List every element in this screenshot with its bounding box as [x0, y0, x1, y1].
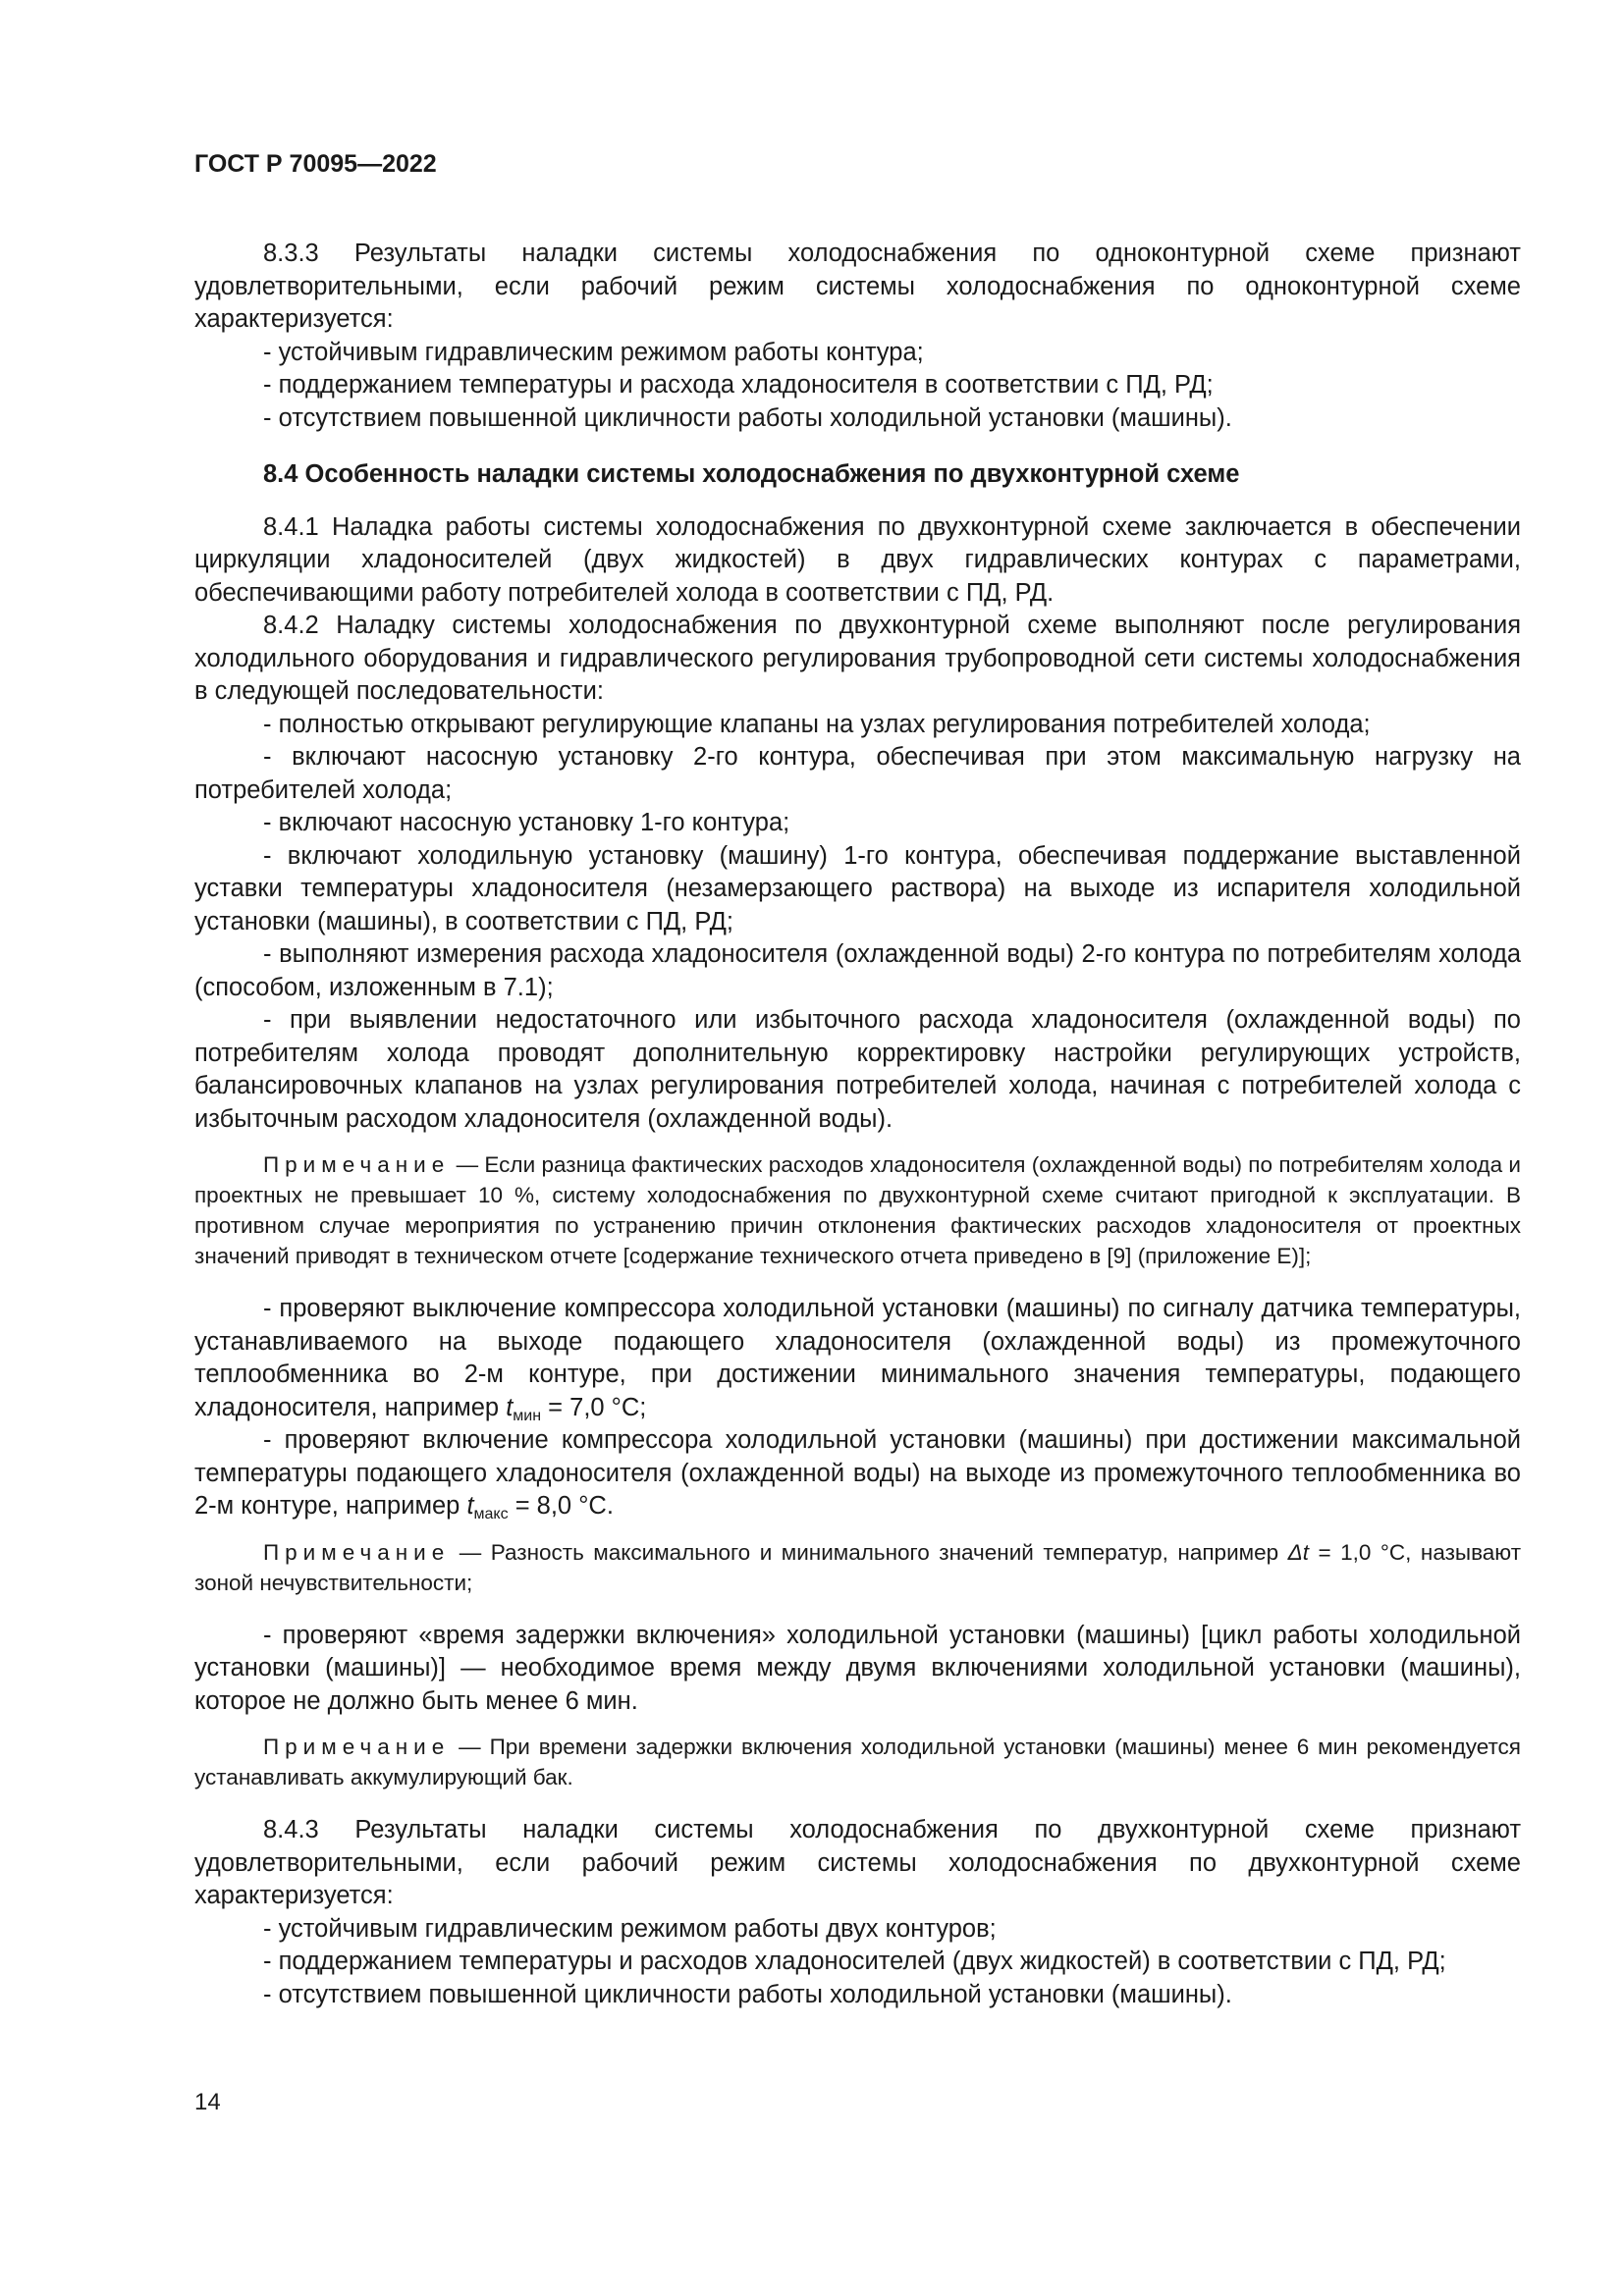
list-item-text: - проверяют выключение компрессора холодильной установки (машины) по сигналу датчика температуры, устанавливаемого на выходе подающего хладоносителя (охлажденной воды) из промежуточного теплообменника во 2-м контуре, при достижении минимального значения температуры, подающего хладоносителя, например [194, 1295, 1521, 1421]
note-text: — При времени задержки включения холодильной установки (машины) менее 6 мин рекомендуется устанавливать аккумулирующий бак. [194, 1735, 1521, 1789]
symbol-delta-t: Δt [1287, 1539, 1309, 1565]
list-item: - устойчивым гидравлическим режимом работы контура; [263, 338, 924, 366]
subscript-max: макс [473, 1506, 509, 1522]
note-text: = 1,0 °С, называют зоной нечувствительности; [194, 1539, 1521, 1595]
paragraph-8-4-2: 8.4.2 Наладку системы холодоснабжения по двухконтурной схеме выполняют после регулирования холодильного оборудования и гидравлического регулирования трубопроводной сети системы холодоснабжения в следующей последовательности: [194, 612, 1521, 705]
list-item: - поддержанием температуры и расходов хладоносителей (двух жидкостей) в соответствии с ПД, РД; [263, 1948, 1446, 1975]
list-item-text: = 8,0 °С. [508, 1492, 614, 1520]
note-text: — Разность максимального и минимального значений температур, например [450, 1539, 1288, 1565]
note-label: Примечание [263, 1539, 451, 1565]
subscript-min: мин [513, 1407, 542, 1424]
document-header: ГОСТ Р 70095—2022 [194, 150, 437, 178]
symbol-t: t [506, 1393, 514, 1421]
list-item: - при выявлении недостаточного или избыточного расхода хладоносителя (охлажденной воды) по потребителям холода проводят дополнительную корректировку настройки регулирующих устройств, балансировочных клапанов на узлах регулирования потребителей холода, начиная с потребителей холода с избыточным расходом хладоносителя (охлажденной воды). [194, 1006, 1521, 1133]
list-item: - включают насосную установку 2-го контура, обеспечивая при этом максимальную нагрузку на потребителей холода; [194, 743, 1521, 804]
page-number: 14 [194, 2089, 221, 2115]
list-item: - полностью открывают регулирующие клапаны на узлах регулирования потребителей холода; [263, 710, 1371, 738]
list-item: - отсутствием повышенной цикличности работы холодильной установки (машины). [263, 1980, 1232, 2008]
note-3 [194, 1732, 1521, 1792]
note-label: Примечание [263, 1152, 451, 1177]
list-item-text: - проверяют включение компрессора холодильной установки (машины) при достижении максимальной температуры подающего хладоносителя (охлажденной воды) на выходе из промежуточного теплообменника во 2-м контуре, например [194, 1426, 1521, 1520]
section-heading-8-4: 8.4 Особенность наладки системы холодоснабжения по двухконтурной схеме [263, 460, 1240, 488]
list-item: - поддержанием температуры и расхода хладоносителя в соответствии с ПД, РД; [263, 371, 1214, 399]
list-item: - выполняют измерения расхода хладоносителя (охлажденной воды) 2-го контура по потребителям холода (способом, изложенным в 7.1); [194, 940, 1521, 1001]
note-2 [194, 1537, 1521, 1598]
note-1 [194, 1149, 1521, 1271]
paragraph-8-4-1: 8.4.1 Наладка работы системы холодоснабжения по двухконтурной схеме заключается в обеспечении циркуляции хладоносителей (двух жидкостей) в двух гидравлических контурах с параметрами, обеспечивающими работу потребителей холода в соответствии с ПД, РД. [194, 512, 1521, 607]
list-item: - отсутствием повышенной цикличности работы холодильной установки (машины). [263, 403, 1232, 432]
list-item-text: = 7,0 °С; [541, 1393, 647, 1421]
note-text: — Если разница фактических расходов хладоносителя (охлажденной воды) по потребителям холода и проектных не превышает 10 %, систему холодоснабжения по двухконтурной схеме считают пригодной к эксплуатации. В противном случае мероприятия по устранению причин отклонения фактических расходов хладоносителя от проектных значений приводят в техническом отчете [содержание технического отчета приведено в [9] (приложение Е)]; [194, 1152, 1521, 1268]
list-item-delay: - проверяют «время задержки включения» холодильной установки (машины) [цикл работы холодильной установки (машины)] — необходимое время между двумя включениями холодильной установки (машины), которое не должно быть менее 6 мин. [194, 1621, 1521, 1715]
symbol-t: t [466, 1492, 474, 1520]
paragraph-8-3-3: 8.3.3 Результаты наладки системы холодоснабжения по одноконтурной схеме признают удовлетворительными, если рабочий режим системы холодоснабжения по одноконтурной схеме характеризуется: [194, 240, 1521, 333]
list-item: - включают холодильную установку (машину) 1-го контура, обеспечивая поддержание выставленной уставки температуры хладоносителя (незамерзающего раствора) на выходе из испарителя холодильной установки (машины), в соответствии с ПД, РД; [194, 841, 1521, 935]
list-item-tmin [194, 1293, 1521, 1424]
note-label: Примечание [263, 1735, 451, 1759]
list-item: - включают насосную установку 1-го контура; [263, 809, 790, 836]
paragraph-8-4-3: 8.4.3 Результаты наладки системы холодоснабжения по двухконтурной схеме признают удовлетворительными, если рабочий режим системы холодоснабжения по двухконтурной схеме характеризуется: [194, 1816, 1521, 1909]
list-item-tmax [194, 1424, 1521, 1523]
list-item: - устойчивым гидравлическим режимом работы двух контуров; [263, 1914, 997, 1943]
